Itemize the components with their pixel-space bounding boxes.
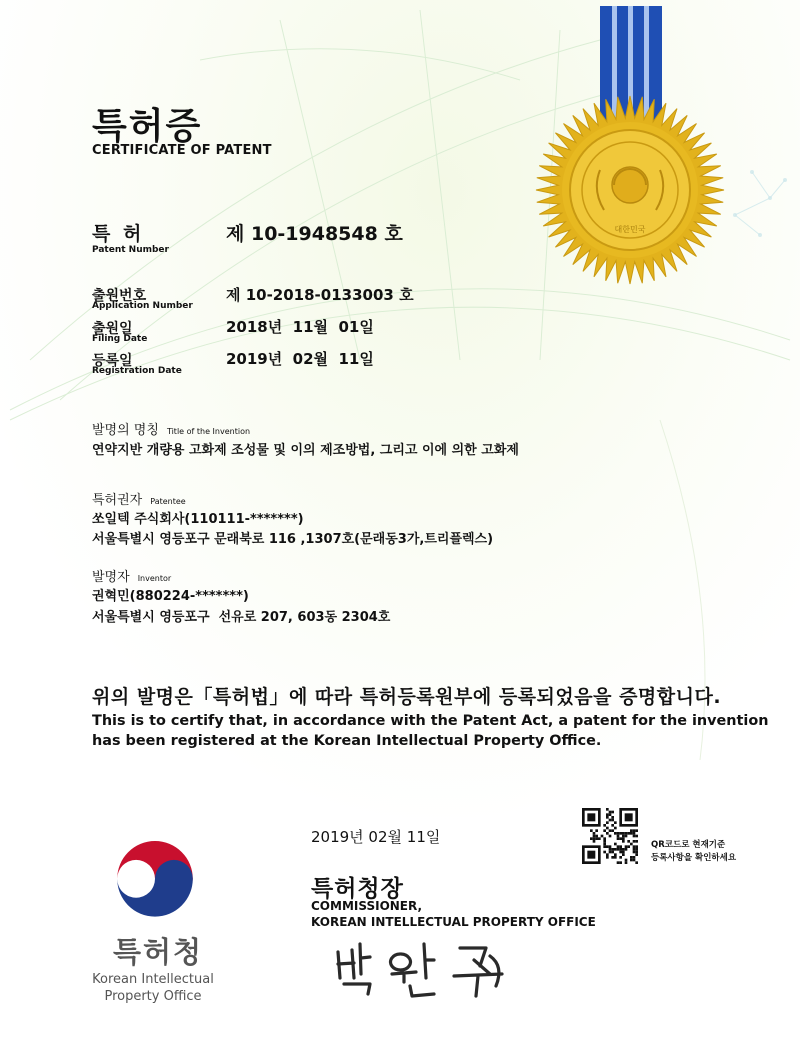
seal-text: 대한민국 bbox=[614, 225, 646, 234]
certification-statement-en-line2: has been registered at the Korean Intellectual Property Office. bbox=[92, 733, 602, 749]
patentee-name: 쏘일텍 주식회사(110111-*******) bbox=[92, 512, 304, 527]
filing-date-value: 2018년 11월 01일 bbox=[226, 318, 374, 336]
application-number-label-en: Application Number bbox=[92, 301, 193, 311]
patent-number-label: 특 허 bbox=[92, 223, 145, 245]
registration-date-label-en: Registration Date bbox=[92, 366, 182, 376]
application-number-value: 제 10-2018-0133003 호 bbox=[226, 286, 414, 304]
patent-number-value: 제 10-1948548 호 bbox=[226, 223, 403, 245]
inventor-address: 서울특별시 영등포구 선유로 207, 603동 2304호 bbox=[92, 610, 391, 625]
filing-date-label-en: Filing Date bbox=[92, 334, 148, 344]
registration-date-label: 등록일 bbox=[92, 353, 133, 369]
qr-note-line2: 등록사항을 확인하세요 bbox=[651, 853, 737, 863]
commissioner-title: 특허청장 bbox=[311, 876, 404, 902]
qr-code[interactable] bbox=[580, 808, 640, 864]
invention-label-ko: 발명의 명칭 bbox=[92, 423, 159, 438]
inventor-name: 권혁민(880224-*******) bbox=[92, 589, 249, 604]
patentee-label bbox=[92, 489, 186, 508]
application-number-label: 출원번호 bbox=[92, 288, 147, 304]
commissioner-en-line2: KOREAN INTELLECTUAL PROPERTY OFFICE bbox=[311, 915, 596, 929]
patentee-label-en: Patentee bbox=[150, 497, 186, 506]
gold-seal-emblem bbox=[530, 0, 740, 290]
kipo-logo-en-line1: Korean Intellectual bbox=[92, 972, 214, 987]
inventor-label-en: Inventor bbox=[137, 574, 172, 583]
commissioner-signature bbox=[330, 930, 530, 1000]
qr-note-line1: QR코드로 현재기준 bbox=[651, 840, 726, 850]
kipo-taegeuk-logo bbox=[110, 832, 200, 922]
certificate-title: 특허증 bbox=[92, 106, 203, 147]
patent-number-label-en: Patent Number bbox=[92, 245, 169, 255]
inventor-label-ko: 발명자 bbox=[92, 570, 130, 585]
invention-label bbox=[92, 419, 250, 438]
certificate-title-en: CERTIFICATE OF PATENT bbox=[92, 143, 272, 158]
registration-date-value: 2019년 02월 11일 bbox=[226, 350, 374, 368]
inventor-label bbox=[92, 566, 171, 585]
invention-label-en: Title of the Invention bbox=[166, 427, 251, 436]
kipo-logo-en-line2: Property Office bbox=[104, 989, 202, 1004]
filing-date-label: 출원일 bbox=[92, 321, 133, 337]
kipo-logo-name: 특허청 bbox=[113, 935, 204, 969]
certification-statement-en-line1: This is to certify that, in accordance with the Patent Act, a patent for the invention bbox=[92, 713, 769, 729]
invention-title: 연약지반 개량용 고화제 조성물 및 이의 제조방법, 그리고 이에 의한 고화제 bbox=[92, 443, 519, 458]
patentee-address: 서울특별시 영등포구 문래북로 116 ,1307호(문래동3가,트리플렉스) bbox=[92, 532, 494, 547]
certification-statement-ko: 위의 발명은「특허법」에 따라 특허등록원부에 등록되었음을 증명합니다. bbox=[92, 686, 722, 708]
issue-date: 2019년 02월 11일 bbox=[311, 828, 441, 846]
patentee-label-ko: 특허권자 bbox=[92, 493, 143, 508]
commissioner-en-line1: COMMISSIONER, bbox=[311, 899, 423, 913]
